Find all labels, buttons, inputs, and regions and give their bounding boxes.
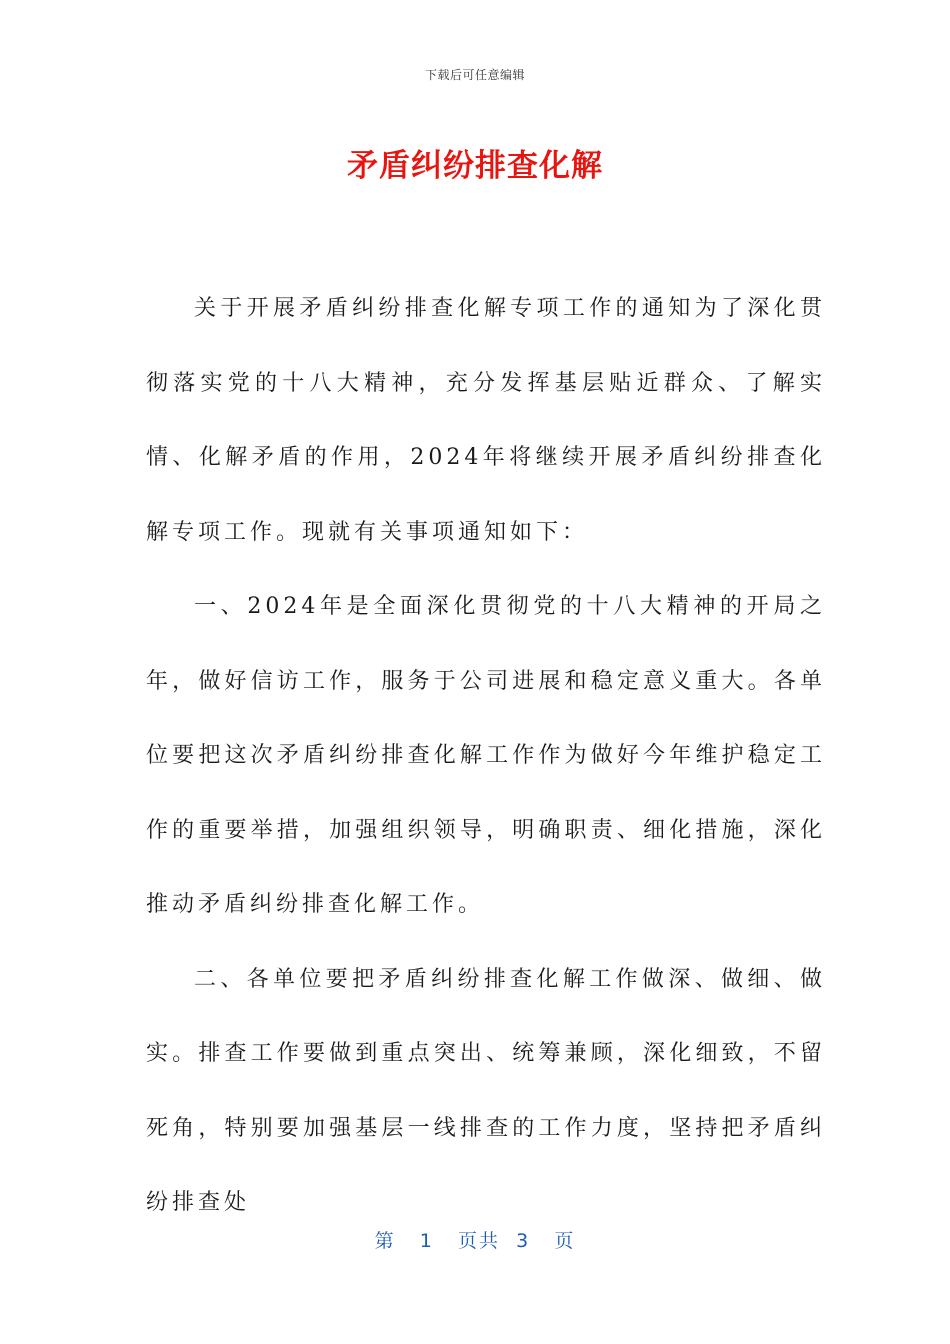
footer-page-number: 1 — [419, 1230, 434, 1252]
footer-page-prefix: 第 — [374, 1230, 396, 1252]
footer-page-suffix: 页 — [554, 1230, 576, 1252]
document-body — [146, 272, 826, 1241]
page-footer — [0, 1226, 950, 1253]
document-title: 矛盾纠纷排查化解 — [347, 148, 603, 184]
paragraph-2: 一、2024年是全面深化贯彻党的十八大精神的开局之年，做好信访工作，服务于公司进展和稳定意义重大。各单位要把这次矛盾纠纷排查化解工作作为做好今年维护稳定工作的重要举措，加强组织领导，明确职责、细化措施，深化推动矛盾纠纷排查化解工作。 — [146, 594, 826, 917]
footer-page-total: 3 — [516, 1230, 531, 1252]
paragraph-1: 关于开展矛盾纠纷排查化解专项工作的通知为了深化贯彻落实党的十八大精神，充分发挥基层贴近群众、了解实情、化解矛盾的作用，2024年将继续开展矛盾纠纷排查化解专项工作。现就有关事项通知如下： — [146, 296, 826, 545]
header-note: 下载后可任意编辑 — [424, 68, 525, 82]
footer-page-mid: 页共 — [458, 1230, 501, 1252]
paragraph-3: 二、各单位要把矛盾纠纷排查化解工作做深、做细、做实。排查工作要做到重点突出、统筹兼顾，深化细致，不留死角，特别要加强基层一线排查的工作力度，坚持把矛盾纠纷排查处 — [146, 966, 826, 1215]
